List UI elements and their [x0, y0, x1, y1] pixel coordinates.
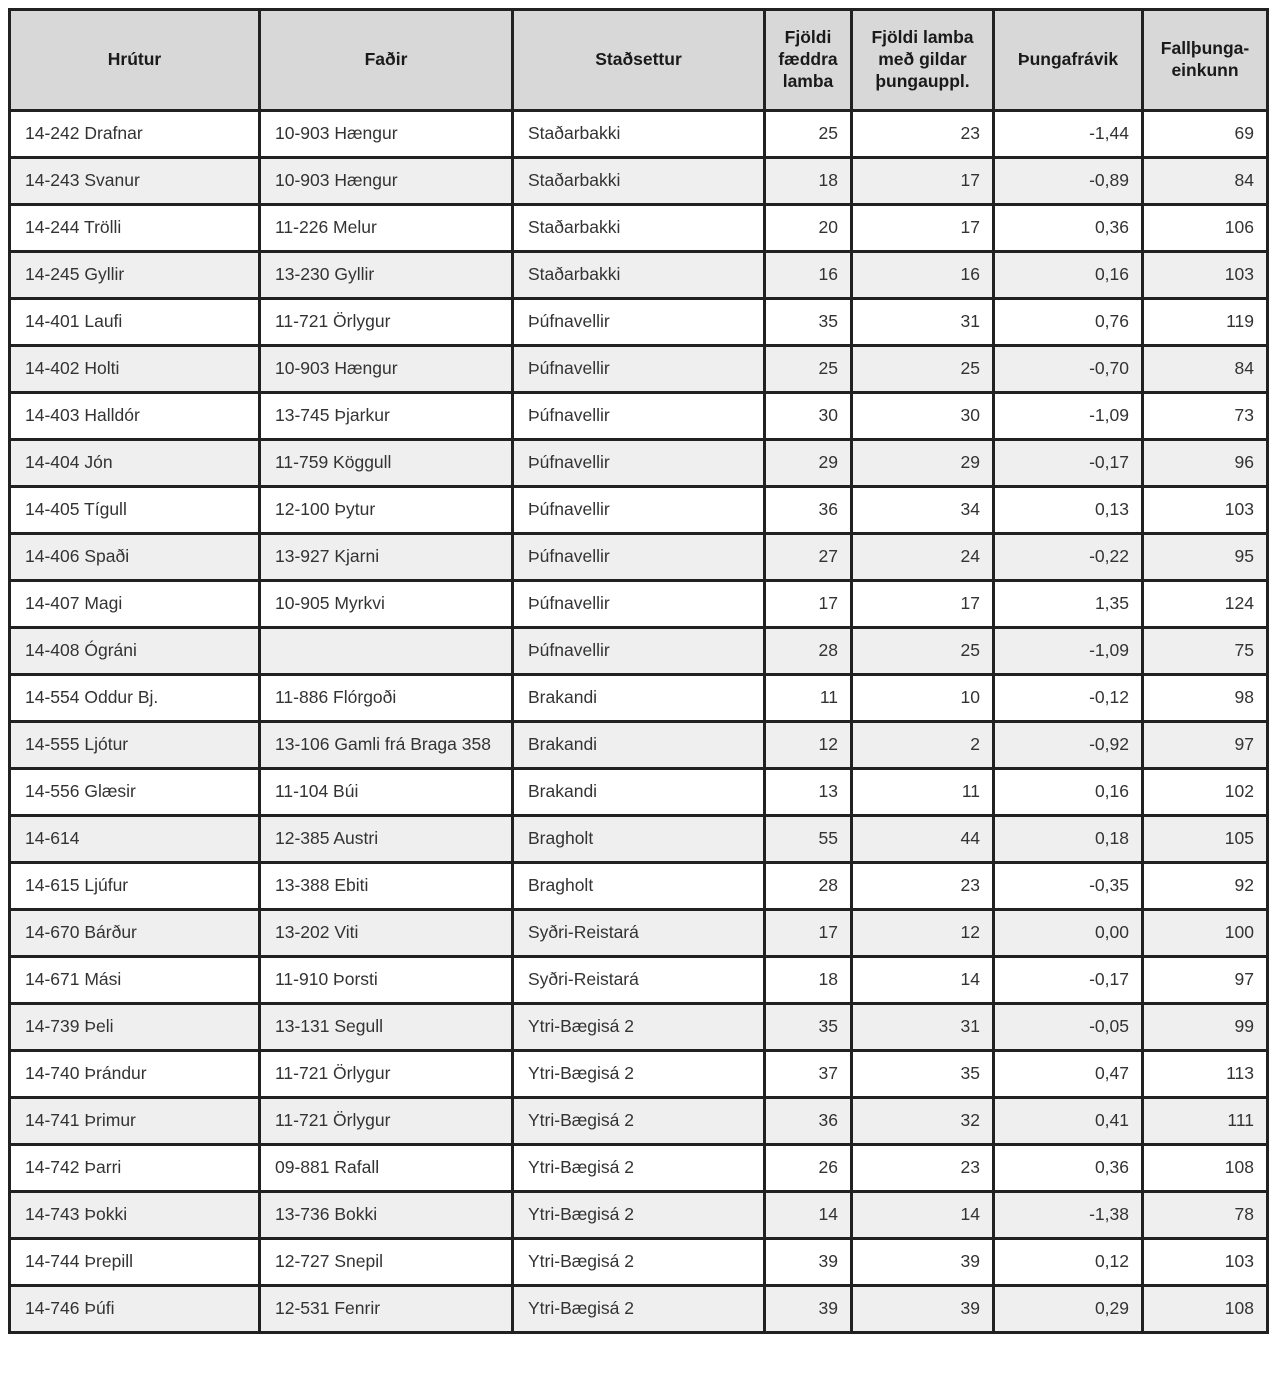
- table-row: [10, 769, 1268, 816]
- table-cell: 14: [852, 957, 994, 1004]
- table-cell: 37: [765, 1051, 852, 1098]
- table-cell: 0,00: [994, 910, 1143, 957]
- table-cell: 0,29: [994, 1286, 1143, 1333]
- table-cell: 11-910 Þorsti: [260, 957, 513, 1004]
- table-body: [10, 111, 1268, 1333]
- table-cell: 36: [765, 1098, 852, 1145]
- table-cell: 11: [852, 769, 994, 816]
- table-cell: 29: [852, 440, 994, 487]
- table-cell: 17: [852, 581, 994, 628]
- table-cell: 0,16: [994, 769, 1143, 816]
- table-row: [10, 346, 1268, 393]
- table-cell: 34: [852, 487, 994, 534]
- table-cell: 14-407 Magi: [10, 581, 260, 628]
- table-cell: 108: [1143, 1145, 1268, 1192]
- table-cell: 10-903 Hængur: [260, 158, 513, 205]
- table-cell: 14-741 Þrimur: [10, 1098, 260, 1145]
- table-cell: -0,17: [994, 957, 1143, 1004]
- table-cell: 31: [852, 299, 994, 346]
- table-cell: Ytri-Bægisá 2: [513, 1004, 765, 1051]
- table-cell: Brakandi: [513, 769, 765, 816]
- table-cell: Þúfnavellir: [513, 440, 765, 487]
- table-cell: 55: [765, 816, 852, 863]
- table-cell: -1,09: [994, 393, 1143, 440]
- table-row: [10, 628, 1268, 675]
- table-cell: 32: [852, 1098, 994, 1145]
- table-row: [10, 534, 1268, 581]
- table-cell: 14-743 Þokki: [10, 1192, 260, 1239]
- table-row: [10, 158, 1268, 205]
- table-cell: 13-131 Segull: [260, 1004, 513, 1051]
- table-cell: 14-405 Tígull: [10, 487, 260, 534]
- table-cell: 14-408 Ógráni: [10, 628, 260, 675]
- table-cell: -0,70: [994, 346, 1143, 393]
- table-cell: 11-104 Búi: [260, 769, 513, 816]
- table-cell: 69: [1143, 111, 1268, 158]
- table-cell: 111: [1143, 1098, 1268, 1145]
- header-row: [10, 10, 1268, 111]
- table-cell: 11-759 Köggull: [260, 440, 513, 487]
- table-cell: Staðarbakki: [513, 205, 765, 252]
- table-cell: 23: [852, 111, 994, 158]
- table-cell: -0,05: [994, 1004, 1143, 1051]
- table-cell: 09-881 Rafall: [260, 1145, 513, 1192]
- table-cell: 18: [765, 158, 852, 205]
- table-cell: 27: [765, 534, 852, 581]
- table-cell: 14-242 Drafnar: [10, 111, 260, 158]
- table-cell: 10-903 Hængur: [260, 111, 513, 158]
- table-cell: 14-744 Þrepill: [10, 1239, 260, 1286]
- table-cell: 12-100 Þytur: [260, 487, 513, 534]
- table-cell: 73: [1143, 393, 1268, 440]
- table-cell: 14: [852, 1192, 994, 1239]
- table-cell: 84: [1143, 158, 1268, 205]
- table-row: [10, 111, 1268, 158]
- table-cell: 13-106 Gamli frá Braga 358: [260, 722, 513, 769]
- table-cell: 14-556 Glæsir: [10, 769, 260, 816]
- table-cell: 2: [852, 722, 994, 769]
- table-cell: 0,76: [994, 299, 1143, 346]
- column-header: Staðsettur: [513, 10, 765, 111]
- table-cell: 16: [765, 252, 852, 299]
- table-cell: Þúfnavellir: [513, 299, 765, 346]
- table-cell: 11-721 Örlygur: [260, 299, 513, 346]
- table-row: [10, 910, 1268, 957]
- table-cell: -0,22: [994, 534, 1143, 581]
- table-cell: 39: [852, 1286, 994, 1333]
- table-cell: 14-742 Þarri: [10, 1145, 260, 1192]
- table-cell: Þúfnavellir: [513, 628, 765, 675]
- table-row: [10, 1145, 1268, 1192]
- table-cell: -0,17: [994, 440, 1143, 487]
- table-cell: 14-401 Laufi: [10, 299, 260, 346]
- table-cell: Syðri-Reistará: [513, 910, 765, 957]
- table-cell: 30: [765, 393, 852, 440]
- table-cell: 12: [765, 722, 852, 769]
- table-cell: 13-202 Viti: [260, 910, 513, 957]
- table-cell: Ytri-Bægisá 2: [513, 1192, 765, 1239]
- table-row: [10, 1239, 1268, 1286]
- column-header: Fjöldi lamba með gildar þungauppl.: [852, 10, 994, 111]
- table-cell: Ytri-Bægisá 2: [513, 1098, 765, 1145]
- table-cell: 25: [852, 628, 994, 675]
- table-cell: 44: [852, 816, 994, 863]
- table-cell: 0,18: [994, 816, 1143, 863]
- table-cell: 10: [852, 675, 994, 722]
- table-cell: 13-927 Kjarni: [260, 534, 513, 581]
- table-cell: 14-404 Jón: [10, 440, 260, 487]
- table-cell: 30: [852, 393, 994, 440]
- table-cell: 11-886 Flórgoði: [260, 675, 513, 722]
- table-row: [10, 1004, 1268, 1051]
- table-cell: 13-388 Ebiti: [260, 863, 513, 910]
- table-cell: 16: [852, 252, 994, 299]
- table-cell: Bragholt: [513, 863, 765, 910]
- table-cell: 12-531 Fenrir: [260, 1286, 513, 1333]
- table-cell: 108: [1143, 1286, 1268, 1333]
- table-row: [10, 299, 1268, 346]
- table-cell: 14-243 Svanur: [10, 158, 260, 205]
- table-cell: 14-402 Holti: [10, 346, 260, 393]
- table-cell: 10-903 Hængur: [260, 346, 513, 393]
- table-cell: 25: [765, 111, 852, 158]
- table-cell: 39: [765, 1239, 852, 1286]
- table-cell: Ytri-Bægisá 2: [513, 1239, 765, 1286]
- table-cell: 102: [1143, 769, 1268, 816]
- table-cell: 35: [765, 1004, 852, 1051]
- table-row: [10, 816, 1268, 863]
- table-cell: 14-403 Halldór: [10, 393, 260, 440]
- table-cell: 14-554 Oddur Bj.: [10, 675, 260, 722]
- table-cell: 14-555 Ljótur: [10, 722, 260, 769]
- column-header: Þungafrávik: [994, 10, 1143, 111]
- table-cell: 13-745 Þjarkur: [260, 393, 513, 440]
- table-cell: 14-746 Þúfi: [10, 1286, 260, 1333]
- table-cell: 119: [1143, 299, 1268, 346]
- table-cell: Þúfnavellir: [513, 487, 765, 534]
- table-cell: 11-226 Melur: [260, 205, 513, 252]
- table-cell: 24: [852, 534, 994, 581]
- table-cell: 12: [852, 910, 994, 957]
- table-cell: 0,36: [994, 205, 1143, 252]
- table-cell: 0,41: [994, 1098, 1143, 1145]
- table-cell: 13-230 Gyllir: [260, 252, 513, 299]
- table-cell: 113: [1143, 1051, 1268, 1098]
- table-cell: 14-670 Bárður: [10, 910, 260, 957]
- table-cell: 35: [852, 1051, 994, 1098]
- table-cell: 78: [1143, 1192, 1268, 1239]
- table-row: [10, 581, 1268, 628]
- table-cell: Brakandi: [513, 675, 765, 722]
- table-cell: 0,47: [994, 1051, 1143, 1098]
- table-cell: Brakandi: [513, 722, 765, 769]
- table-cell: 14-671 Mási: [10, 957, 260, 1004]
- table-cell: 26: [765, 1145, 852, 1192]
- table-cell: -1,38: [994, 1192, 1143, 1239]
- table-cell: 14-739 Þeli: [10, 1004, 260, 1051]
- table-row: [10, 675, 1268, 722]
- table-cell: 14-740 Þrándur: [10, 1051, 260, 1098]
- table-cell: 14-615 Ljúfur: [10, 863, 260, 910]
- table-cell: 75: [1143, 628, 1268, 675]
- table-cell: Bragholt: [513, 816, 765, 863]
- table-cell: 17: [765, 581, 852, 628]
- table-cell: 14-406 Spaði: [10, 534, 260, 581]
- table-cell: Staðarbakki: [513, 111, 765, 158]
- table-cell: 17: [765, 910, 852, 957]
- table-row: [10, 252, 1268, 299]
- table-cell: Þúfnavellir: [513, 393, 765, 440]
- table-row: [10, 1051, 1268, 1098]
- table-cell: 0,36: [994, 1145, 1143, 1192]
- table-cell: Staðarbakki: [513, 252, 765, 299]
- table-cell: 28: [765, 628, 852, 675]
- table-cell: 92: [1143, 863, 1268, 910]
- table-cell: 14-614: [10, 816, 260, 863]
- table-cell: 28: [765, 863, 852, 910]
- table-cell: 17: [852, 158, 994, 205]
- table-cell: 11: [765, 675, 852, 722]
- table-cell: Ytri-Bægisá 2: [513, 1051, 765, 1098]
- table-cell: -0,89: [994, 158, 1143, 205]
- table-cell: 14-245 Gyllir: [10, 252, 260, 299]
- table-cell: 95: [1143, 534, 1268, 581]
- table-cell: 39: [765, 1286, 852, 1333]
- table-cell: 99: [1143, 1004, 1268, 1051]
- table-cell: 17: [852, 205, 994, 252]
- table-cell: Þúfnavellir: [513, 581, 765, 628]
- table-cell: 39: [852, 1239, 994, 1286]
- column-header: Hrútur: [10, 10, 260, 111]
- table-cell: -0,12: [994, 675, 1143, 722]
- table-cell: -0,35: [994, 863, 1143, 910]
- table-cell: 10-905 Myrkvi: [260, 581, 513, 628]
- table-cell: 96: [1143, 440, 1268, 487]
- table-cell: 35: [765, 299, 852, 346]
- table-cell: 23: [852, 863, 994, 910]
- table-row: [10, 957, 1268, 1004]
- table-cell: 13-736 Bokki: [260, 1192, 513, 1239]
- table-cell: 103: [1143, 1239, 1268, 1286]
- table-row: [10, 393, 1268, 440]
- table-row: [10, 863, 1268, 910]
- column-header: Faðir: [260, 10, 513, 111]
- table-cell: 11-721 Örlygur: [260, 1051, 513, 1098]
- table-cell: 20: [765, 205, 852, 252]
- table-cell: -1,09: [994, 628, 1143, 675]
- table-cell: 1,35: [994, 581, 1143, 628]
- table-cell: 84: [1143, 346, 1268, 393]
- table-cell: 25: [765, 346, 852, 393]
- table-cell: Ytri-Bægisá 2: [513, 1286, 765, 1333]
- table-row: [10, 1098, 1268, 1145]
- table-row: [10, 205, 1268, 252]
- table-cell: Þúfnavellir: [513, 534, 765, 581]
- column-header: Fjöldi fæddra lamba: [765, 10, 852, 111]
- table-cell: 14: [765, 1192, 852, 1239]
- table-cell: [260, 628, 513, 675]
- table-cell: 103: [1143, 487, 1268, 534]
- table-cell: 18: [765, 957, 852, 1004]
- table-cell: -0,92: [994, 722, 1143, 769]
- table-row: [10, 722, 1268, 769]
- table-cell: 31: [852, 1004, 994, 1051]
- table-cell: 124: [1143, 581, 1268, 628]
- table-cell: 36: [765, 487, 852, 534]
- table-cell: 29: [765, 440, 852, 487]
- table-cell: 12-727 Snepil: [260, 1239, 513, 1286]
- table-cell: 100: [1143, 910, 1268, 957]
- table-cell: 0,16: [994, 252, 1143, 299]
- table-row: [10, 1192, 1268, 1239]
- table-cell: 12-385 Austri: [260, 816, 513, 863]
- table-row: [10, 1286, 1268, 1333]
- table-cell: Ytri-Bægisá 2: [513, 1145, 765, 1192]
- table-row: [10, 440, 1268, 487]
- table-cell: 23: [852, 1145, 994, 1192]
- table-cell: 0,13: [994, 487, 1143, 534]
- table-cell: -1,44: [994, 111, 1143, 158]
- table-cell: 97: [1143, 957, 1268, 1004]
- table-cell: 13: [765, 769, 852, 816]
- table-cell: 25: [852, 346, 994, 393]
- table-cell: 11-721 Örlygur: [260, 1098, 513, 1145]
- table-cell: 0,12: [994, 1239, 1143, 1286]
- table-cell: 105: [1143, 816, 1268, 863]
- table-cell: Þúfnavellir: [513, 346, 765, 393]
- table-cell: Staðarbakki: [513, 158, 765, 205]
- table-cell: Syðri-Reistará: [513, 957, 765, 1004]
- table-cell: 97: [1143, 722, 1268, 769]
- table-cell: 103: [1143, 252, 1268, 299]
- rams-breeding-results-table: [8, 8, 1269, 1334]
- table-row: [10, 487, 1268, 534]
- table-cell: 14-244 Trölli: [10, 205, 260, 252]
- table-cell: 106: [1143, 205, 1268, 252]
- table-cell: 98: [1143, 675, 1268, 722]
- column-header: Fallþunga-einkunn: [1143, 10, 1268, 111]
